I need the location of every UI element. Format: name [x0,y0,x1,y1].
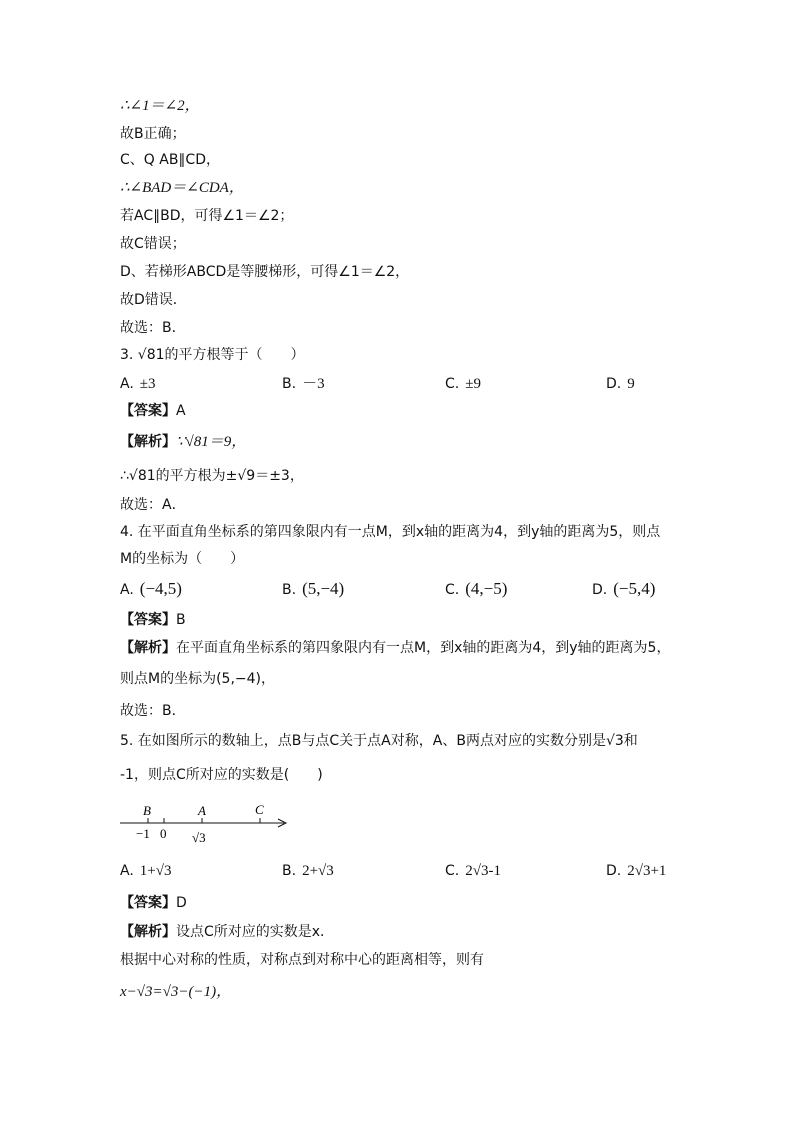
solution-line: C、Q AB∥CD， [120,152,220,168]
q3-analysis: 【解析】∵√81＝9， [120,434,247,450]
q5-answer: 【答案】D [120,895,187,911]
q4-option-b: B. (5,−4) [282,579,345,598]
q3-option-d: D. 9 [606,376,635,392]
q5-equation: x−√3=√3−(−1)， [120,984,232,1000]
solution-line: 故选：B． [120,320,186,336]
q3-answer: 【答案】A [120,403,186,419]
q4-analysis-line: 则点M的坐标为(5,−4)， [120,671,275,687]
q4-answer: 【答案】B [120,612,186,628]
q3-option-c: C. ±9 [445,376,481,392]
solution-line: ∴∠1＝∠2， [120,98,200,114]
q3-conclusion: 故选：A． [120,497,186,513]
number-line-figure [118,800,298,852]
solution-line: 故D错误． [120,292,187,308]
solution-line: 故C错误； [120,236,186,252]
q4-option-d: D. (−5,4) [592,579,656,598]
solution-line: 故B正确； [120,126,186,142]
q3-analysis-line: ∴√81的平方根为±√9＝±3， [120,468,304,484]
solution-line: ∴∠BAD＝∠CDA， [120,180,244,196]
q5-analysis: 【解析】设点C所对应的实数是x． [120,924,335,940]
solution-line: D、若梯形ABCD是等腰梯形，可得∠1＝∠2， [120,264,410,280]
question-4-stem-cont: M的坐标为（ ） [120,551,245,567]
solution-line: 若AC∥BD，可得∠1＝∠2； [120,208,294,224]
label-zero: 0 [160,826,167,841]
question-5-stem: 5. 在如图所示的数轴上，点B与点C关于点A对称，A、B两点对应的实数分别是√3和 [120,733,638,749]
label-point-c: C [255,802,264,817]
q5-option-d: D. 2√3+1 [606,863,667,879]
question-3-stem: 3. √81的平方根等于（ ） [120,347,305,363]
question-5-stem-cont: -1，则点C所对应的实数是( ) [120,767,323,783]
q5-option-a: A. 1+√3 [120,863,172,879]
label-point-b: B [143,803,151,818]
q4-option-c: C. (4,−5) [445,579,508,598]
q4-option-a: A. (−4,5) [120,579,182,598]
label-point-a: A [198,803,206,818]
q5-option-c: C. 2√3-1 [445,863,501,879]
q4-conclusion: 故选：B． [120,703,186,719]
question-4-stem: 4. 在平面直角坐标系的第四象限内有一点M，到x轴的距离为4，到y轴的距离为5，则点 [120,524,661,540]
q5-option-b: B. 2+√3 [282,863,334,879]
label-neg-one: −1 [136,826,150,841]
q3-option-b: B. －3 [282,376,325,392]
q5-analysis-line: 根据中心对称的性质，对称点到对称中心的距离相等，则有 [120,952,484,968]
q4-analysis: 【解析】在平面直角坐标系的第四象限内有一点M，到x轴的距离为4，到y轴的距离为5， [120,640,671,656]
label-sqrt3: √3 [192,830,206,845]
q3-option-a: A. ±3 [120,376,156,392]
